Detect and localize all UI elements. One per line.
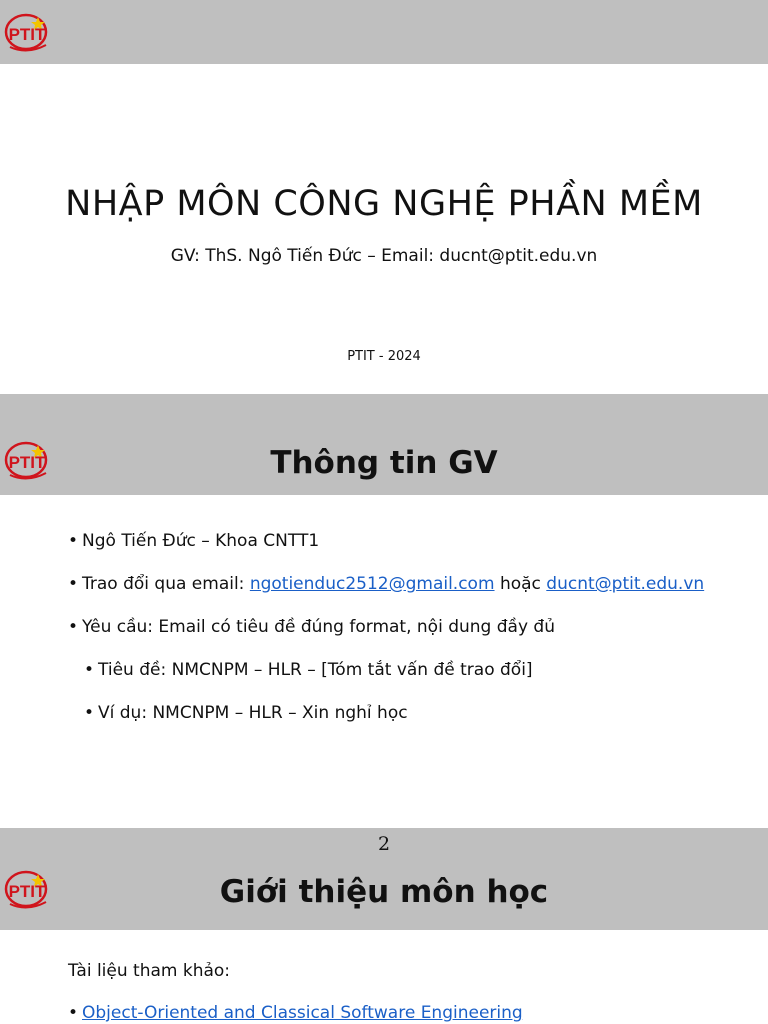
- footer-text: PTIT - 2024: [347, 349, 421, 364]
- bullet-text: hoặc: [499, 574, 541, 594]
- logo-text: PTIT: [8, 25, 46, 44]
- bullet-text: Ngô Tiến Đức – Khoa CNTT1: [82, 531, 320, 551]
- header-band: [0, 0, 768, 64]
- bullet-text: Trao đổi qua email:: [82, 574, 245, 594]
- bullet-dot: •: [84, 660, 95, 680]
- course-intro-slide: [0, 828, 768, 1024]
- list-item: [68, 696, 704, 739]
- bullet-text: Tiêu đề: NMCNPM – HLR – [Tóm tắt vấn đề trao đổi]: [98, 660, 533, 680]
- logo-text: PTIT: [8, 453, 46, 472]
- list-item: [68, 524, 704, 567]
- page-number: 2: [377, 833, 391, 855]
- bullet-dot: •: [68, 531, 79, 551]
- course-title: NHẬP MÔN CÔNG NGHỆ PHẦN MỀM: [65, 184, 703, 224]
- list-item: [68, 567, 704, 610]
- title-slide: [0, 0, 768, 394]
- bullet-dot: •: [68, 617, 79, 637]
- logo-text: PTIT: [8, 882, 46, 901]
- bullet-text: Ví dụ: NMCNPM – HLR – Xin nghỉ học: [98, 703, 408, 723]
- reference-link[interactable]: Object-Oriented and Classical Software Engineering: [82, 1003, 523, 1023]
- email-link-gmail[interactable]: ngotienduc2512@gmail.com: [249, 574, 495, 594]
- bullet-dot: •: [68, 1003, 79, 1023]
- bullet-dot: •: [68, 574, 79, 594]
- bullet-dot: •: [84, 703, 95, 723]
- list-item: [68, 610, 704, 653]
- ptit-logo-icon: [2, 7, 52, 57]
- lecturer-subtitle: GV: ThS. Ngô Tiến Đức – Email: ducnt@ptit.edu.vn: [170, 246, 598, 266]
- lecturer-info-slide: [0, 394, 768, 828]
- email-link-ptit[interactable]: ducnt@ptit.edu.vn: [546, 574, 705, 594]
- bullet-list: [68, 524, 704, 739]
- bullet-text: Yêu cầu: Email có tiêu đề đúng format, nội dung đầy đủ: [82, 617, 555, 637]
- reference-item: [68, 1003, 523, 1023]
- slide-title: Giới thiệu môn học: [219, 874, 549, 910]
- references-label: Tài liệu tham khảo:: [68, 961, 231, 981]
- list-item: [68, 653, 704, 696]
- slide-title: Thông tin GV: [270, 445, 498, 481]
